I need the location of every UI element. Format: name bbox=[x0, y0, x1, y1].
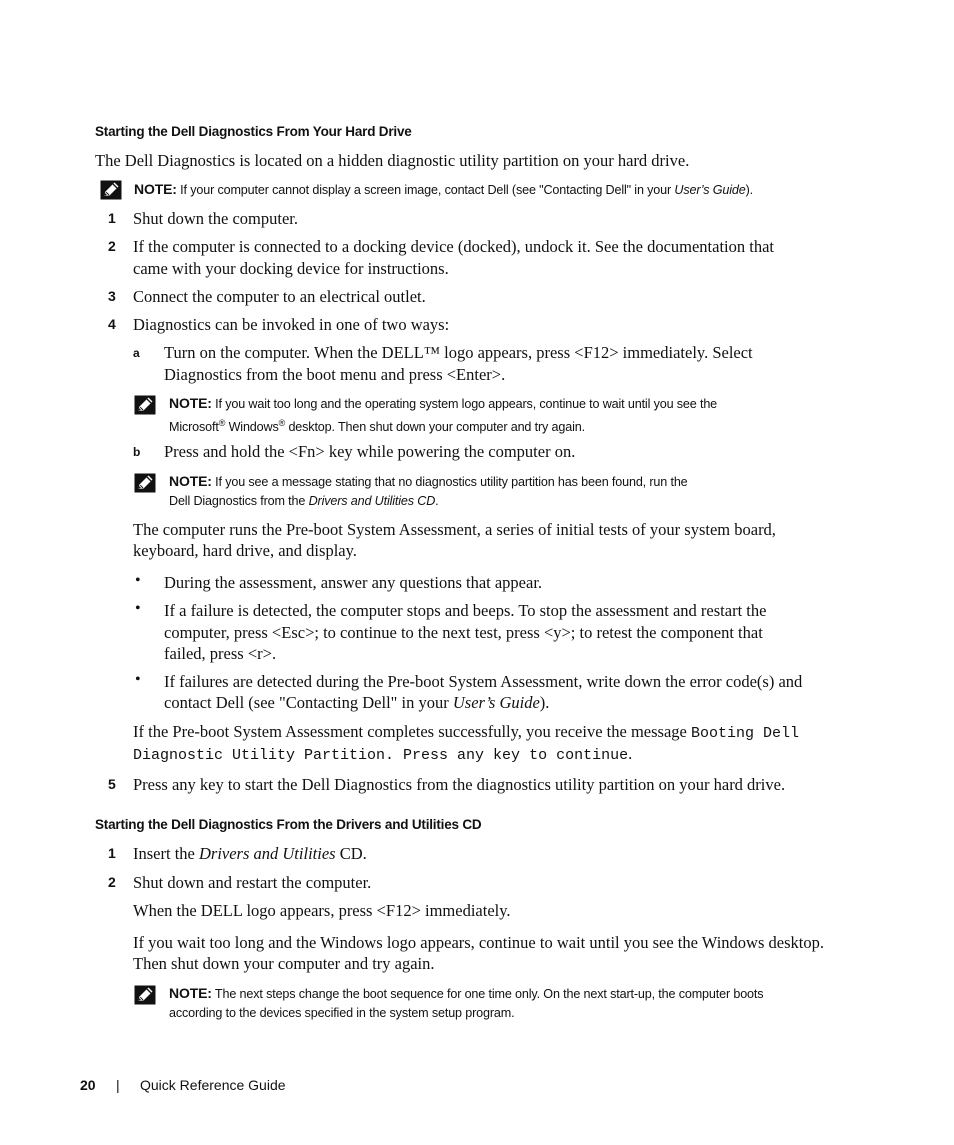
bullet-mark: • bbox=[135, 671, 141, 688]
step-number: 1 bbox=[108, 845, 116, 861]
section-heading-hard-drive: Starting the Dell Diagnostics From Your Hard Drive bbox=[95, 124, 412, 139]
step-text: Connect the computer to an electrical outlet. bbox=[133, 287, 426, 306]
paragraph: When the DELL logo appears, press <F12> immediately. bbox=[133, 901, 511, 920]
substep-letter: b bbox=[133, 445, 141, 459]
paragraph: Then shut down your computer and try again. bbox=[133, 954, 435, 973]
note-pencil-icon bbox=[100, 180, 122, 200]
note-os-logo-line2: Microsoft® Windows® desktop. Then shut down your computer and try again. bbox=[169, 418, 585, 435]
note-no-partition: NOTE: If you see a message stating that no diagnostics utility partition has been found, run the bbox=[169, 473, 688, 489]
note-pencil-icon bbox=[134, 473, 156, 493]
footer-title: Quick Reference Guide bbox=[140, 1077, 286, 1093]
footer-separator: | bbox=[116, 1077, 120, 1093]
page-number: 20 bbox=[80, 1077, 96, 1093]
note-label: NOTE: bbox=[169, 985, 212, 1001]
step-number: 2 bbox=[108, 874, 116, 890]
step-text: Shut down and restart the computer. bbox=[133, 873, 372, 892]
step-text: Press any key to start the Dell Diagnostics from the diagnostics utility partition on your hard drive. bbox=[133, 775, 786, 794]
complete-paragraph-line2: Diagnostic Utility Partition. Press any key to continue. bbox=[133, 744, 633, 764]
bullet-text: During the assessment, answer any questions that appear. bbox=[164, 573, 543, 592]
step-number: 1 bbox=[108, 210, 116, 226]
bullet-text: computer, press <Esc>; to continue to the next test, press <y>; to retest the component that bbox=[164, 623, 763, 642]
psa-paragraph: The computer runs the Pre-boot System Assessment, a series of initial tests of your system board, bbox=[133, 520, 776, 539]
step-text: Shut down the computer. bbox=[133, 209, 298, 228]
substep-text: Diagnostics from the boot menu and press <Enter>. bbox=[164, 365, 506, 384]
step-number: 4 bbox=[108, 316, 116, 332]
note-label: NOTE: bbox=[169, 473, 212, 489]
paragraph: If you wait too long and the Windows logo appears, continue to wait until you see the Windows desktop. bbox=[133, 933, 824, 952]
note-pencil-icon bbox=[134, 395, 156, 415]
substep-letter: a bbox=[133, 346, 140, 360]
step-number: 5 bbox=[108, 776, 116, 792]
step-text: If the computer is connected to a docking device (docked), undock it. See the documentation that bbox=[133, 237, 774, 256]
note-os-logo: NOTE: If you wait too long and the operating system logo appears, continue to wait until you see the bbox=[169, 395, 718, 411]
intro-paragraph: The Dell Diagnostics is located on a hidden diagnostic utility partition on your hard drive. bbox=[95, 151, 690, 170]
bullet-text: failed, press <r>. bbox=[164, 644, 277, 663]
section-heading-drivers-cd: Starting the Dell Diagnostics From the Drivers and Utilities CD bbox=[95, 817, 482, 832]
step-text: Insert the Drivers and Utilities CD. bbox=[133, 844, 367, 863]
note-pencil-icon bbox=[134, 985, 156, 1005]
substep-text: Press and hold the <Fn> key while powering the computer on. bbox=[164, 442, 576, 461]
note-label: NOTE: bbox=[134, 181, 177, 197]
step-number: 3 bbox=[108, 288, 116, 304]
step-text: came with your docking device for instructions. bbox=[133, 259, 449, 278]
drivers-cd-ref: Drivers and Utilities bbox=[198, 844, 336, 863]
note-boot-sequence-line2: according to the devices specified in the system setup program. bbox=[169, 1006, 515, 1020]
step-text: Diagnostics can be invoked in one of two ways: bbox=[133, 315, 450, 334]
bullet-mark: • bbox=[135, 600, 141, 617]
complete-paragraph: If the Pre-boot System Assessment completes successfully, you receive the message Booting Dell bbox=[133, 722, 799, 742]
psa-paragraph-line2: keyboard, hard drive, and display. bbox=[133, 541, 357, 560]
note-label: NOTE: bbox=[169, 395, 212, 411]
bullet-text: contact Dell (see "Contacting Dell" in your User’s Guide). bbox=[164, 693, 550, 712]
bullet-text: If a failure is detected, the computer stops and beeps. To stop the assessment and restart the bbox=[164, 601, 767, 620]
users-guide-ref: User’s Guide bbox=[674, 183, 746, 197]
bullet-mark: • bbox=[135, 572, 141, 589]
note-no-partition-line2: Dell Diagnostics from the Drivers and Utilities CD. bbox=[169, 494, 439, 508]
boot-message: Diagnostic Utility Partition. Press any key to continue bbox=[133, 747, 629, 764]
step-number: 2 bbox=[108, 238, 116, 254]
note-display: NOTE: If your computer cannot display a screen image, contact Dell (see "Contacting Dell" in your User’s Guide). bbox=[134, 181, 754, 197]
note-boot-sequence: NOTE: The next steps change the boot sequence for one time only. On the next start-up, the computer boots bbox=[169, 985, 764, 1001]
boot-message: Booting Dell bbox=[690, 725, 799, 742]
drivers-cd-ref: Drivers and Utilities CD bbox=[308, 494, 436, 508]
substep-text: Turn on the computer. When the DELL™ logo appears, press <F12> immediately. Select bbox=[164, 343, 753, 362]
bullet-text: If failures are detected during the Pre-boot System Assessment, write down the error code(s) and bbox=[164, 672, 803, 691]
users-guide-ref: User’s Guide bbox=[452, 693, 540, 712]
